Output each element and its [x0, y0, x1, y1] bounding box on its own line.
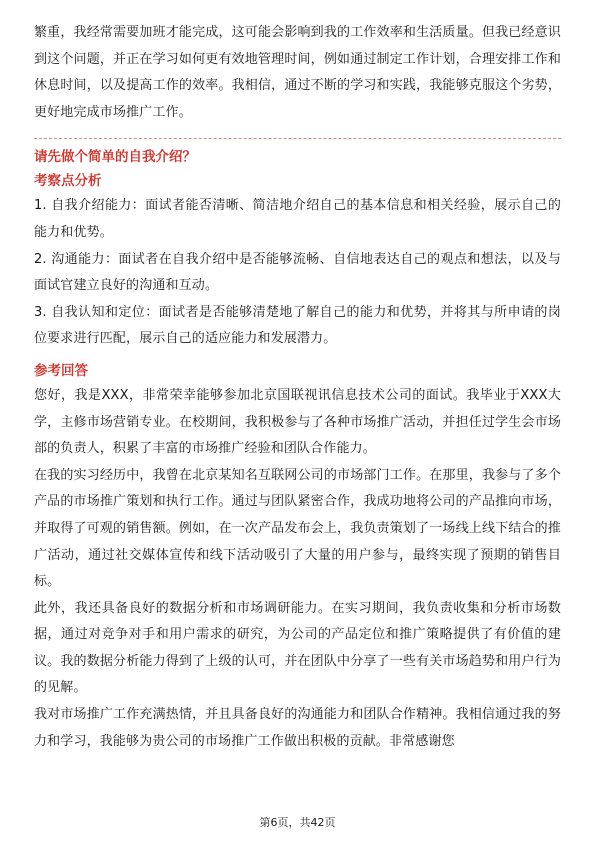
page-content	[34, 20, 561, 755]
answer-paragraph-2: 在我的实习经历中，我曾在北京某知名互联网公司的市场部门工作。在那里，我参与了多个产品的市场推广策划和执行工作。通过与团队紧密合作，我成功地将公司的产品推向市场，并取得了可观的销售额。例如，在一次产品发布会上，我负责策划了一场线上线下结合的推广活动，通过社交媒体宣传和线下活动吸引了大量的用户参与，最终实现了预期的销售目标。	[34, 467, 561, 590]
answer-paragraph-3: 此外，我还具备良好的数据分析和市场调研能力。在实习期间，我负责收集和分析市场数据，通过对竞争对手和用户需求的研究，为公司的产品定位和推广策略提供了有价值的建议。我的数据分析能力得到了上级的认可，并在团队中分享了一些有关市场趋势和用户行为的见解。	[34, 600, 561, 696]
page-number: 第6页，共42页	[259, 816, 336, 829]
analysis-item-2: 2. 沟通能力：面试者在自我介绍中是否能够流畅、自信地表达自己的观点和想法，以及与面试官建立良好的沟通和互动。	[34, 251, 561, 294]
section-divider	[34, 138, 561, 139]
analysis-item-3: 3. 自我认知和定位：面试者是否能够清楚地了解自己的能力和优势，并将其与所申请的岗位要求进行匹配，展示自己的适应能力和发展潜力。	[34, 304, 561, 347]
analysis-item-1: 1. 自我介绍能力：面试者能否清晰、简洁地介绍自己的基本信息和相关经验，展示自己的能力和优势。	[34, 198, 561, 240]
intro-paragraph: 繁重，我经常需要加班才能完成，这可能会影响到我的工作效率和生活质量。但我已经意识到这个问题，并正在学习如何更有效地管理时间，例如通过制定工作计划，合理安排工作和休息时间，以及提高工作的效率。我相信，通过不断的学习和实践，我能够克服这个劣势，更好地完成市场推广工作。	[34, 25, 561, 120]
answer-paragraph-1: 您好，我是XXX，非常荣幸能够参加北京国联视讯信息技术公司的面试。我毕业于XXX大学，主修市场营销专业。在校期间，我积极参与了各种市场推广活动，并担任过学生会市场部的负责人，积累了丰富的市场推广经验和团队合作能力。	[34, 387, 561, 457]
answer-paragraph-4: 我对市场推广工作充满热情，并且具备良好的沟通能力和团队合作精神。我相信通过我的努力和学习，我能够为贵公司的市场推广工作做出积极的贡献。非常感谢您	[34, 707, 561, 749]
analysis-heading: 考察点分析	[34, 173, 102, 190]
question-title: 请先做个简单的自我介绍？	[34, 149, 196, 166]
answer-heading: 参考回答	[34, 362, 88, 379]
